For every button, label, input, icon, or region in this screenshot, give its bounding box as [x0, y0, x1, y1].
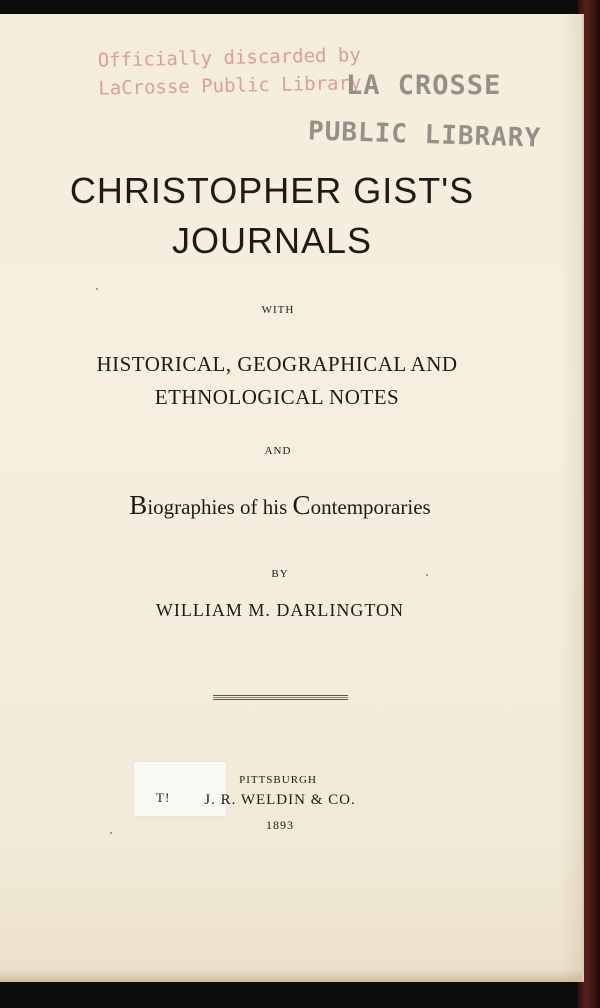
ornamental-rule	[213, 695, 348, 700]
page-gutter-shadow	[560, 14, 584, 979]
paper-speck	[426, 574, 428, 576]
biographies-cap-c: C	[292, 490, 311, 520]
imprint-publisher: J. R. WELDIN & CO.	[204, 792, 356, 808]
patch-partial-text: T!	[156, 790, 171, 805]
biographies-cap-b: B	[129, 490, 148, 520]
author-name: WILLIAM M. DARLINGTON	[155, 600, 405, 620]
paper-speck	[110, 832, 112, 834]
title-page	[0, 14, 584, 982]
book-title-line1: CHRISTOPHER GIST'S	[69, 170, 475, 211]
discard-stamp	[97, 41, 362, 102]
imprint-year: 1893	[266, 818, 294, 832]
subtitle-biographies	[0, 490, 560, 521]
discard-stamp-line2: LaCrosse Public Library	[98, 72, 362, 100]
subtitle-notes-line2: ETHNOLOGICAL NOTES	[154, 385, 400, 409]
imprint-city: PITTSBURGH	[239, 774, 317, 786]
connector-and: AND	[264, 445, 292, 457]
biographies-text-2: ontemporaries	[310, 495, 431, 519]
subtitle-notes-line1: HISTORICAL, GEOGRAPHICAL AND	[96, 352, 458, 376]
library-stamp-line1: LA CROSSE	[346, 70, 502, 101]
discard-stamp-line1: Officially discarded by	[97, 44, 362, 72]
connector-with: WITH	[261, 304, 295, 316]
connector-by: BY	[271, 568, 289, 580]
book-title-line2: JOURNALS	[171, 220, 373, 261]
page-edge-wear	[0, 969, 582, 979]
paper-speck	[96, 288, 98, 290]
library-stamp-line2: PUBLIC LIBRARY	[307, 116, 542, 154]
biographies-text-1: iographies of his	[147, 495, 293, 519]
